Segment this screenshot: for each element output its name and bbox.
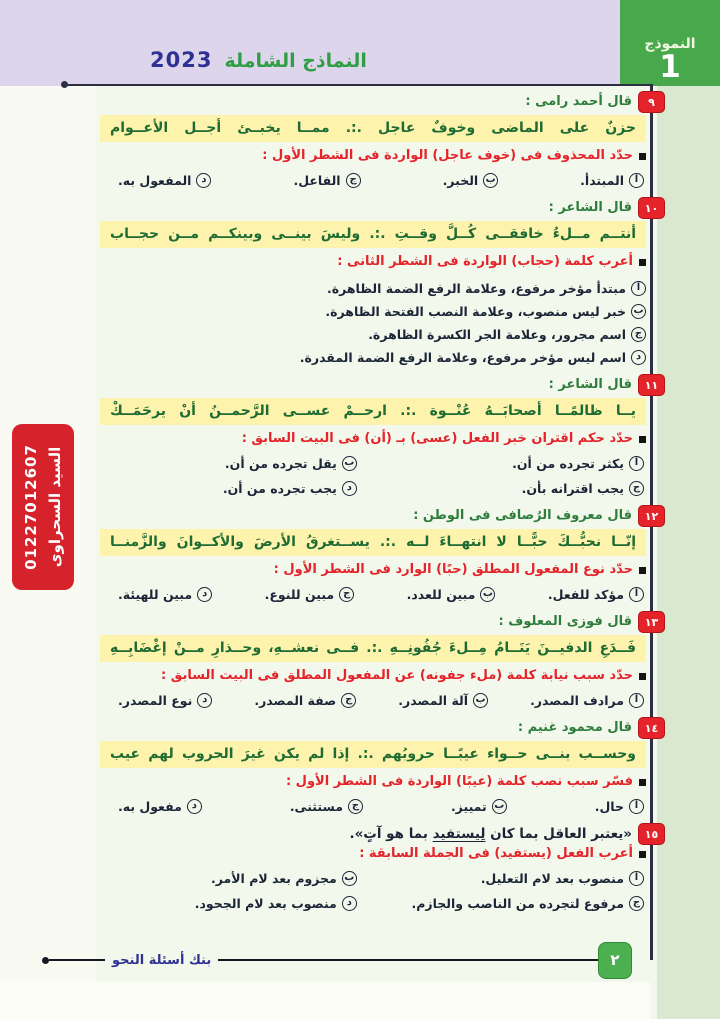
footer-page-badge: ٢ [598, 942, 632, 979]
option [530, 690, 644, 711]
verse-text: إنّــا نحبُّــكَ حبًّــا لا انتهــاءَ لــه .:. يســتغرقُ الأرضَ والأكــوانَ والزَّمنــا [100, 529, 646, 556]
option-text: نوع المصدر. [118, 693, 193, 708]
option-text: مرفوع لتجرده من الناصب والجازم. [411, 896, 624, 911]
option-text: آلة المصدر. [398, 693, 469, 708]
option-text: اسم ليس مؤخر مرفوع، وعلامة الرفع الضمة المقدرة. [299, 350, 626, 365]
top-rule [66, 84, 652, 86]
instruction-text: أعرب الفعل (يستفيد) فى الجملة السابقة : [359, 846, 633, 861]
option-text: مفعول به. [118, 799, 182, 814]
banner-name: السيد السحراوى [46, 446, 64, 568]
instruction-text: حدّد سبب نيابة كلمة (ملء جفونه) عن المفعول المطلق فى البيت السابق : [161, 668, 633, 683]
option-text: الخبر. [442, 173, 479, 188]
option-text: مؤكد للفعل. [547, 587, 624, 602]
verse [100, 635, 646, 662]
option-text: مبين للهيئة. [118, 587, 193, 602]
right-margin-strip [657, 86, 720, 1019]
model-number: 1 [659, 49, 681, 85]
question-number-badge: ١١ [638, 374, 665, 396]
option-letter: د [197, 587, 212, 602]
option [114, 453, 357, 474]
options [100, 583, 646, 605]
question-block [100, 718, 659, 817]
option-text: مجزوم بعد لام الأمر. [210, 871, 337, 886]
option-text: تمييز. [450, 799, 487, 814]
option-text: يكثر تجرده من أن. [512, 456, 624, 471]
question-block [100, 92, 655, 191]
footer-line [49, 959, 105, 961]
option-text: المفعول به. [118, 173, 192, 188]
side-banner [12, 424, 74, 590]
option [118, 170, 211, 191]
instruction-marker [639, 779, 646, 786]
option-letter: ا [629, 799, 644, 814]
option-letter: ج [339, 587, 354, 602]
instruction-marker [639, 673, 646, 680]
question-number-badge: ١٤ [638, 717, 665, 739]
verse-text: يــا ظالمًــا أصحابَــهُ عُنْــوة .:. ارحــمْ عســى الرَّحمــنُ أنْ يرحَمَــكْ [100, 398, 646, 425]
option [365, 453, 644, 474]
instruction [100, 666, 646, 686]
side-banner-text [12, 424, 74, 590]
stem-before: «يعتبر العاقل بما كان [485, 826, 632, 842]
question-number-badge: ١٠ [638, 197, 665, 219]
verse [100, 115, 646, 142]
option [595, 796, 644, 817]
stem-after: بما هو آتٍ». [349, 826, 433, 842]
instruction-text: حدّد المحذوف فى (خوف عاجل) الواردة فى الشطر الأول : [262, 148, 633, 163]
verse-text: فَــدَعِ الدفيــنَ يَنَــامُ مِــلءَ جُفُونِــهِ .:. فــى نعشــهِ، وحــذارِ مــنْ إغْضَابِــهِ [100, 635, 646, 662]
instruction-marker [639, 153, 646, 160]
question-block [100, 375, 659, 499]
option-letter: ب [631, 304, 646, 319]
model-box [620, 0, 720, 86]
option [114, 478, 357, 499]
option-letter: ب [342, 456, 357, 471]
question-source: قال أحمد رامى : [525, 94, 632, 109]
option-text: منصوب بعد لام الجحود. [194, 896, 337, 911]
footer [42, 940, 632, 980]
verse [100, 529, 646, 556]
option-text: يقل تجرده من أن. [224, 456, 337, 471]
option-letter: ج [346, 173, 361, 188]
header-band [0, 0, 720, 86]
model-label: النموذج [644, 36, 696, 52]
instruction [100, 772, 646, 792]
question-number-badge: ١٢ [638, 505, 665, 527]
option-text: مرادف المصدر. [530, 693, 624, 708]
option [407, 584, 496, 605]
question-source: قال الشاعر : [548, 377, 632, 392]
option-letter: ج [341, 693, 356, 708]
footer-dot [42, 957, 49, 964]
verse-text: وحســب بنــى حــواء عيبًــا حروبُهم .:. إذا لم يكن غيرَ الحروب لهم عيب [100, 741, 646, 768]
question-number-badge: ٩ [638, 91, 665, 113]
option-text: يجب تجرده من أن. [222, 481, 337, 496]
option [100, 324, 646, 345]
option-text: منصوب بعد لام التعليل. [480, 871, 624, 886]
option [114, 893, 357, 914]
option [365, 893, 644, 914]
option [548, 584, 644, 605]
question-block [100, 506, 659, 605]
option [118, 796, 202, 817]
verse-text: حزنٌ على الماضى وخوفٌ عاجل .:. ممــا يخبــئ أجــل الأعــوام [100, 115, 646, 142]
option [100, 301, 646, 322]
option-text: حال. [594, 799, 624, 814]
instruction-marker [639, 259, 646, 266]
option-letter: د [631, 350, 646, 365]
option-letter: ب [473, 693, 488, 708]
question-source: قال محمود غنيم : [517, 720, 632, 735]
instruction-text: حدّد نوع المفعول المطلق (حبًا) الوارد فى الشطر الأول : [273, 562, 633, 577]
question-source: قال فوزى المعلوف : [498, 614, 632, 629]
question-source: قال معروف الرُصافى فى الوطن : [413, 508, 632, 523]
book-title: النماذج الشاملة [224, 50, 367, 72]
option [114, 868, 357, 889]
option-text: مبين للعدد. [406, 587, 476, 602]
content [100, 92, 659, 921]
verse [100, 741, 646, 768]
stem-underlined-word: لِيستفيد [432, 826, 486, 842]
header-title [150, 48, 367, 72]
options [100, 169, 646, 191]
instruction-text: فسّر سبب نصب كلمة (عيبًا) الواردة فى الشطر الأول : [285, 774, 633, 789]
option-text: المبتدأ. [580, 173, 624, 188]
option-letter: ج [348, 799, 363, 814]
instruction-text: حدّد حكم اقتران خبر الفعل (عسى) بـ (أن) فى البيت السابق : [241, 431, 633, 446]
option-text: يجب اقترانه بأن. [521, 481, 624, 496]
question-block [100, 824, 659, 914]
option-letter: ا [631, 281, 646, 296]
options [100, 689, 646, 711]
option-letter: ج [631, 327, 646, 342]
instruction [100, 844, 646, 864]
bottom-margin [0, 982, 650, 1019]
instruction [100, 429, 646, 449]
instruction-marker [639, 436, 646, 443]
option [293, 170, 360, 191]
option-letter: ب [480, 587, 495, 602]
option-text: الفاعل. [293, 173, 341, 188]
question-number-badge: ١٥ [638, 823, 665, 845]
option-letter: ا [629, 456, 644, 471]
options [100, 795, 646, 817]
instruction-text: أعرب كلمة (حجاب) الواردة فى الشطر الثانى : [337, 254, 633, 269]
verse [100, 398, 646, 425]
option-letter: ج [629, 481, 644, 496]
option-letter: ا [629, 587, 644, 602]
option [580, 170, 644, 191]
top-rule-dot [61, 81, 68, 88]
option-letter: د [342, 896, 357, 911]
option [118, 584, 212, 605]
option-text: مبتدأ مؤخر مرفوع، وعلامة الرفع الضمة الظاهرة. [326, 281, 626, 296]
option-text: اسم مجرور، وعلامة الجر الكسرة الظاهرة. [368, 327, 626, 342]
instruction-marker [639, 851, 646, 858]
options [100, 867, 646, 914]
option-letter: ا [629, 871, 644, 886]
instruction-marker [639, 567, 646, 574]
verse-text: أنتــم مــلءُ خافقــى كُــلَّ وقــتِ .:. وليسَ بينــى وبينكــم مــن حجــاب [100, 221, 646, 248]
option [265, 584, 355, 605]
footer-line [218, 959, 598, 961]
option [100, 278, 646, 299]
question-number-badge: ١٣ [638, 611, 665, 633]
question-stem [100, 824, 646, 844]
options [100, 275, 646, 368]
option [451, 796, 507, 817]
option-letter: د [196, 173, 211, 188]
option-letter: د [197, 693, 212, 708]
option-text: صفة المصدر. [254, 693, 337, 708]
banner-phone: 01227012607 [22, 444, 40, 570]
option [365, 478, 644, 499]
instruction [100, 146, 646, 166]
option-text: مستثنى. [289, 799, 343, 814]
option [254, 690, 356, 711]
option-letter: ج [629, 896, 644, 911]
option-letter: ب [483, 173, 498, 188]
option-letter: ا [629, 173, 644, 188]
footer-label: بنك أسئلة النحو [112, 952, 212, 968]
options [100, 452, 646, 499]
question-source: قال الشاعر : [548, 200, 632, 215]
question-block [100, 198, 659, 368]
option-text: مبين للنوع. [264, 587, 335, 602]
option [290, 796, 363, 817]
option [443, 170, 499, 191]
option [118, 690, 212, 711]
option-letter: ب [492, 799, 507, 814]
option-letter: ب [342, 871, 357, 886]
option [365, 868, 644, 889]
question-block [100, 612, 659, 711]
verse [100, 221, 646, 248]
instruction [100, 252, 646, 272]
instruction [100, 560, 646, 580]
option-letter: ا [629, 693, 644, 708]
option-letter: د [342, 481, 357, 496]
option [398, 690, 488, 711]
option-text: خبر ليس منصوب، وعلامة النصب الفتحة الظاهرة. [325, 304, 626, 319]
option [100, 347, 646, 368]
option-letter: د [187, 799, 202, 814]
book-year: 2023 [150, 48, 213, 72]
